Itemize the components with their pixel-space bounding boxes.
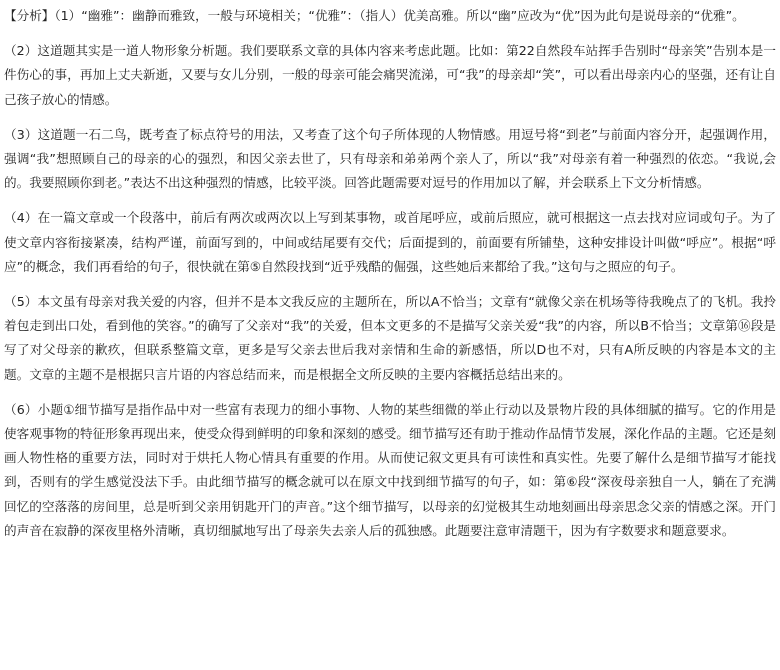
- analysis-paragraph-3: （3）这道题一石二鸟，既考查了标点符号的用法，又考查了这个句子所体现的人物情感。用逗号将“到老”与前面内容分开，起强调作用，强调“我”想照顾自己的母亲的心的强烈，和因父亲去世了，只有母亲和弟弟两个亲人了，所以“我”对母亲有着一种强烈的依恋。“我说,会的。我要照顾你到老。”表达不出这种强烈的情感，比较平淡。回答此题需要对逗号的作用加以了解，并会联系上下文分析情感。: [4, 126, 776, 191]
- analysis-paragraph-6: （6）小题①细节描写是指作品中对一些富有表现力的细小事物、人物的某些细微的举止行动以及景物片段的具体细腻的描写。它的作用是使客观事物的特征形象再现出来，使受众得到鲜明的印象和深刻的感受。细节描写还有助于推动作品情节发展，深化作品的主题。它还是刻画人物性格的重要方法，同时对于烘托人物心情具有重要的作用。从而使记叙文更具有可读性和真实性。先要了解什么是细节描写才能找到，否则有的学生感觉没法下手。由此细节描写的概念就可以在原文中找到细节描写的句子，如：第⑥段“深夜母亲独自一人，躺在了充满回忆的空落落的房间里，总是听到父亲用钥匙开门的声音。”这个细节描写，以母亲的幻觉极其生动地刻画出母亲思念父亲的情感之深。开门的声音在寂静的深夜里格外清晰，真切细腻地写出了母亲失去亲人后的孤独感。此题要注意审清题干，因为有字数要求和题意要求。: [4, 401, 776, 538]
- analysis-paragraph-2: （2）这道题其实是一道人物形象分析题。我们要联系文章的具体内容来考虑此题。比如：第22自然段车站挥手告别时“母亲笑”告别本是一件伤心的事，再加上丈夫新逝，又要与女儿分别，一般的母亲可能会痛哭流涕，可“我”的母亲却“笑”，可以看出母亲内心的坚强，还有让自己孩子放心的情感。: [4, 43, 776, 107]
- analysis-paragraph-1: 【分析】（1）“幽雅”：幽静而雅致，一般与环境相关；“优雅”：（指人）优美高雅。所以“幽”应改为“优”因为此句是说母亲的“优雅”。: [4, 8, 745, 23]
- analysis-paragraph-5: （5）本文虽有母亲对我关爱的内容，但并不是本文我反应的主题所在，所以A不恰当；文章有“就像父亲在机场等待我晚点了的飞机。我拎着包走到出口处，看到他的笑容。”的确写了父亲对“我”的关爱，但本文更多的不是描写父亲关爱“我”的内容，所以B不恰当；文章第⑯段是写了对父母亲的歉疚，但联系整篇文章，更多是写父亲去世后我对亲情和生命的新感悟，所以D也不对，只有A所反映的内容是本文的主题。文章的主题不是根据只言片语的内容总结而来，而是根据全文所反映的主要内容概括总结出来的。: [4, 294, 776, 382]
- analysis-paragraph-4: （4）在一篇文章或一个段落中，前后有两次或两次以上写到某事物，或首尾呼应，或前后照应，就可根据这一点去找对应词或句子。为了使文章内容衔接紧凑，结构严谨，前面写到的，中间或结尾要有交代；后面提到的，前面要有所铺垫，这种安排设计叫做“呼应”。根据“呼应”的概念，我们再看给的句子，很快就在第⑤自然段找到“近乎残酷的倔强，这些她后来都给了我。”这句与之照应的句子。: [4, 210, 776, 274]
